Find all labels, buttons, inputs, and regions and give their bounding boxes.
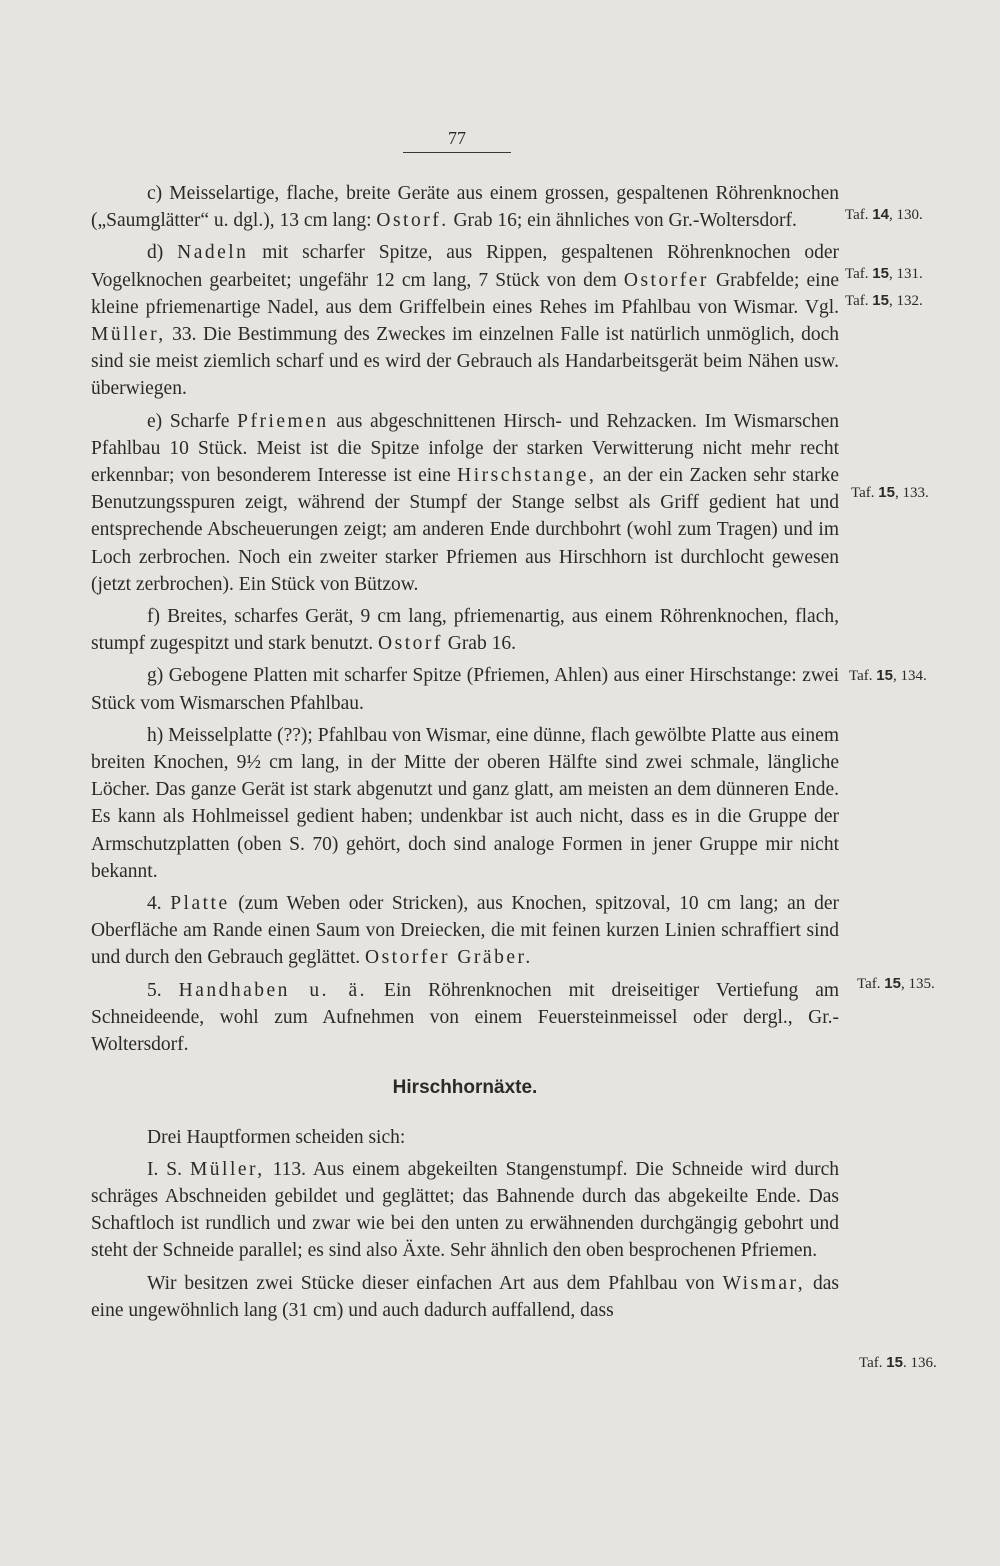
margin-note-prefix: Taf. — [859, 1355, 883, 1371]
spaced-mueller-I: Müller, — [189, 1158, 265, 1180]
margin-note-prefix: Taf. — [845, 293, 869, 309]
margin-note-prefix: Taf. — [849, 668, 873, 684]
paragraph-e — [91, 408, 839, 598]
margin-note-plate-ref — [859, 1354, 937, 1372]
paragraph-h-text: h) Meisselplatte (??); Pfahlbau von Wismar, eine dünne, flach gewölbte Platte aus einem breiten Knochen, 9½ cm lang, in der Mitte der oberen Hälfte sind zwei schmale, längliche Löcher. Das ganze Gerät ist stark abgenutzt und ganz glatt, am meisten an dem dünneren Ende. Es kann als Hohlmeissel gedient haben; undenkbar ist auch nicht, dass es in die Gruppe der Armschutzplatten (oben S. 70) gehört, doch sind analoge Formen in jener Gruppe mir nicht bekannt. — [91, 724, 839, 882]
spaced-mueller: Müller, — [91, 324, 166, 346]
paragraph-d-text-4: 33. Die Bestimmung des Zweckes im einzelnen Falle ist natürlich unmöglich, doch sind sie meist ziemlich scharf und es wird der Gebrauch als Handarbeitsgerät beim Nähen usw. überwiegen. — [91, 324, 839, 400]
margin-note-plate: 14 — [872, 206, 889, 223]
margin-note-prefix: Taf. — [857, 976, 881, 992]
margin-note-plate: 15 — [876, 667, 893, 684]
paragraph-last-text: Wir besitzen zwei Stücke dieser einfachen Art aus dem Pfahlbau von — [147, 1272, 723, 1294]
spaced-pfriemen: Pfriemen — [237, 410, 329, 432]
margin-note-figure: , 135. — [900, 976, 935, 992]
paragraph-5-text: 5. — [147, 979, 179, 1001]
paragraph-5-text-2: Ein Röhrenknochen mit dreiseitiger Vertiefung am Schneideende, wohl zum Aufnehmen von einem Feuersteinmeissel oder dergl., Gr.-Woltersdorf. — [91, 979, 840, 1056]
margin-note-prefix: Taf. — [851, 485, 875, 501]
page-number: 77 — [448, 128, 466, 148]
paragraph-4-text-2: (zum Weben oder Stricken), aus Knochen, spitzoval, 10 cm lang; an der Oberfläche am Rande einen Saum von Dreiecken, die mit feinen kurzen Linien schraffiert sind und durch den Gebrauch geglättet. — [91, 893, 839, 969]
paragraph-intro — [91, 1124, 839, 1151]
paragraph-f-text-2: Grab 16. — [442, 633, 516, 655]
margin-note-plate: 15 — [884, 975, 901, 992]
margin-note-plate-ref — [849, 667, 927, 685]
paragraph-c — [91, 180, 839, 234]
paragraph-d-text: d) — [147, 242, 178, 264]
page-number-rule — [403, 152, 511, 153]
spaced-handhaben: Handhaben u. ä. — [178, 979, 368, 1001]
body-text — [91, 180, 839, 1329]
paragraph-intro-text: Drei Hauptformen scheiden sich: — [147, 1126, 406, 1148]
margin-note-plate-ref — [857, 975, 935, 993]
margin-note-plate: 15 — [878, 484, 895, 501]
margin-note-figure: , 132. — [888, 293, 923, 309]
paragraph-I-text-2: 113. Aus einem abgekeilten Stangenstumpf. Die Schneide wird durch schräges Abschneiden gebildet und geglättet; das Bahnende durch das abgekeilte Ende. Das Schaftloch ist rundlich und zwar wie bei den unten zu erwähnenden durchgängig gebohrt und steht der Schneide parallel; es sind also Äxte. Sehr ähnlich den oben besprochenen Pfriemen. — [91, 1158, 839, 1262]
spaced-platte: Platte — [170, 893, 230, 915]
paragraph-g-text: g) Gebogene Platten mit scharfer Spitze (Pfriemen, Ahlen) aus einer Hirschstange: zwei Stück vom Wismarschen Pfahlbau. — [91, 665, 839, 714]
paragraph-h — [91, 722, 839, 885]
paragraph-e-text-2: aus abgeschnittenen Hirsch- und Rehzacken. Im Wismarschen Pfahlbau 10 Stück. Meist ist die Spitze infolge der starken Verwitterung nicht mehr recht erkennbar; von besonderem Interesse ist eine — [91, 410, 839, 487]
spaced-ostorfer-graeber: Ostorfer Gräber. — [364, 947, 533, 969]
spaced-wismar: Wismar, — [722, 1272, 806, 1294]
margin-note-plate: 15 — [872, 265, 889, 282]
paragraph-e-text: e) Scharfe — [147, 410, 238, 432]
spaced-hirschstange: Hirschstange, — [457, 465, 597, 487]
section-heading: Hirschhornäxte. — [392, 1077, 538, 1099]
paragraph-d — [91, 239, 839, 402]
paragraph-g — [91, 662, 839, 716]
paragraph-d-text-3: Grabfelde; eine kleine pfriemenartige Nadel, aus dem Griffelbein eines Rehes im Pfahlbau von Wismar. Vgl. — [91, 269, 839, 318]
spaced-nadeln: Nadeln — [177, 242, 249, 264]
paragraph-I-text: I. S. — [147, 1158, 190, 1180]
margin-note-plate-ref — [851, 484, 929, 502]
paragraph-c-text: c) Meisselartige, flache, breite Geräte aus einem grossen, gespaltenen Röhrenknochen („Saumglätter“ u. dgl.), 13 cm lang: — [91, 183, 839, 232]
paragraph-4 — [91, 890, 839, 972]
paragraph-e-text-3: an der ein Zacken sehr starke Benutzungsspuren zeigt, während der Stumpf der Stange selbst als Griff gedient hat und entsprechende Abscheuerungen zeigt; am anderen Ende durchbohrt (wohl zum Tragen) und im Loch zerbrochen. Noch ein zweiter starker Pfriemen aus Hirschhorn ist durchlocht gewesen (jetzt zerbrochen). Ein Stück von Bützow. — [91, 465, 839, 595]
spaced-ostorfer: Ostorfer — [623, 269, 709, 291]
paragraph-I — [91, 1156, 839, 1265]
paragraph-f — [91, 603, 839, 657]
margin-note-plate-ref — [845, 206, 923, 224]
margin-note-plate-ref — [845, 292, 923, 310]
margin-note-plate: 15 — [872, 292, 889, 309]
margin-note-prefix: Taf. — [845, 266, 869, 282]
margin-note-figure: . 136. — [902, 1355, 937, 1371]
margin-note-figure: , 131. — [888, 266, 923, 282]
margin-note-figure: , 133. — [894, 485, 929, 501]
margin-note-figure: , 134. — [892, 668, 927, 684]
paragraph-last — [91, 1270, 839, 1324]
paragraph-d-text-2: mit scharfer Spitze, aus Rippen, gespaltenen Röhrenknochen oder Vogelknochen gearbeitet; ungefähr 12 cm lang, 7 Stück von dem — [91, 242, 840, 291]
spaced-ostorf: Ostorf. — [376, 210, 449, 232]
margin-note-plate: 15 — [886, 1354, 903, 1371]
paragraph-5 — [91, 977, 839, 1059]
spaced-ostorf-f: Ostorf — [378, 633, 443, 655]
paragraph-c-text-end: Grab 16; ein ähnliches von Gr.-Woltersdorf. — [448, 210, 797, 232]
margin-note-plate-ref — [845, 265, 923, 283]
paragraph-last-text-2: das eine ungewöhnlich lang (31 cm) und auch dadurch auffallend, dass — [91, 1272, 839, 1321]
margin-note-prefix: Taf. — [845, 207, 869, 223]
margin-note-figure: , 130. — [888, 207, 923, 223]
paragraph-f-text: f) Breites, scharfes Gerät, 9 cm lang, pfriemenartig, aus einem Röhrenknochen, flach, stumpf zugespitzt und stark benutzt. — [91, 606, 839, 655]
paragraph-4-text: 4. — [147, 893, 171, 915]
